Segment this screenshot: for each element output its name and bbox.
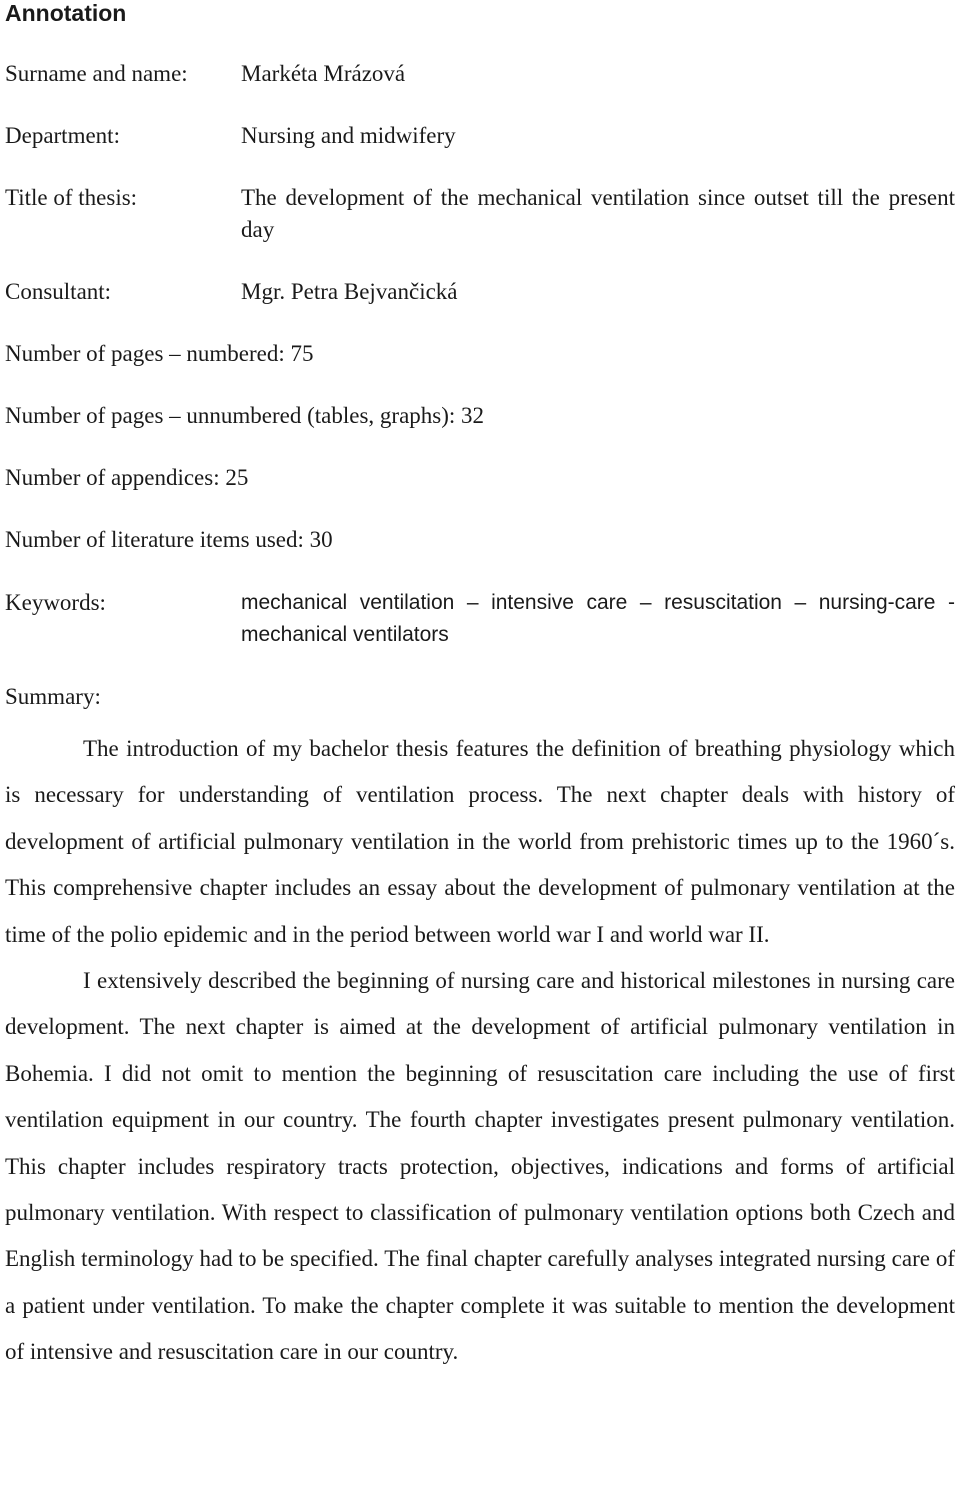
- department-label: Department:: [5, 123, 120, 148]
- thesis-title-label: Title of thesis:: [5, 185, 138, 210]
- thesis-title-value: The development of the mechanical ventilation since outset till the present day: [241, 185, 955, 242]
- consultant-value: Mgr. Petra Bejvančická: [241, 279, 458, 304]
- page-heading: Annotation: [5, 0, 127, 26]
- department-value: Nursing and midwifery: [241, 123, 456, 148]
- pages-unnumbered: Number of pages ‒ unnumbered (tables, graphs): 32: [5, 403, 485, 428]
- literature-count: Number of literature items used: 30: [5, 527, 333, 552]
- keywords-value: mechanical ventilation ‒ intensive care ‒ resuscitation ‒ nursing-care - mechanical ventilators: [241, 591, 955, 646]
- keywords-label: Keywords:: [5, 590, 106, 615]
- name-label: Surname and name:: [5, 61, 188, 86]
- pages-numbered: Number of pages ‒ numbered: 75: [5, 341, 314, 366]
- name-row: [5, 58, 955, 90]
- thesis-title-row: [5, 182, 955, 246]
- department-row: [5, 120, 955, 152]
- keywords-row: [5, 587, 955, 651]
- summary-label: Summary:: [5, 684, 101, 709]
- summary-body: [5, 726, 955, 1376]
- summary-paragraph: The introduction of my bachelor thesis features the definition of breathing physiology which is necessary for understanding of ventilation process. The next chapter deals with history of development of artificial pulmonary ventilation in the world from prehistoric times up to the 1960´s. This comprehensive chapter includes an essay about the development of pulmonary ventilation at the time of the polio epidemic and in the period between world war I and world war II.: [5, 736, 955, 947]
- consultant-row: [5, 276, 955, 308]
- consultant-label: Consultant:: [5, 279, 112, 304]
- name-value: Markéta Mrázová: [241, 61, 406, 86]
- summary-paragraph: I extensively described the beginning of nursing care and historical milestones in nursing care development. The next chapter is aimed at the development of artificial pulmonary ventilation in Bohemia. I did not omit to mention the beginning of resuscitation care including the use of first ventilation equipment in our country. The fourth chapter investigates present pulmonary ventilation. This chapter includes respiratory tracts protection, objectives, indications and forms of artificial pulmonary ventilation. With respect to classification of pulmonary ventilation options both Czech and English terminology had to be specified. The final chapter carefully analyses integrated nursing care of a patient under ventilation. To make the chapter complete it was suitable to mention the development of intensive and resuscitation care in our country.: [5, 968, 955, 1365]
- appendices-count: Number of appendices: 25: [5, 465, 249, 490]
